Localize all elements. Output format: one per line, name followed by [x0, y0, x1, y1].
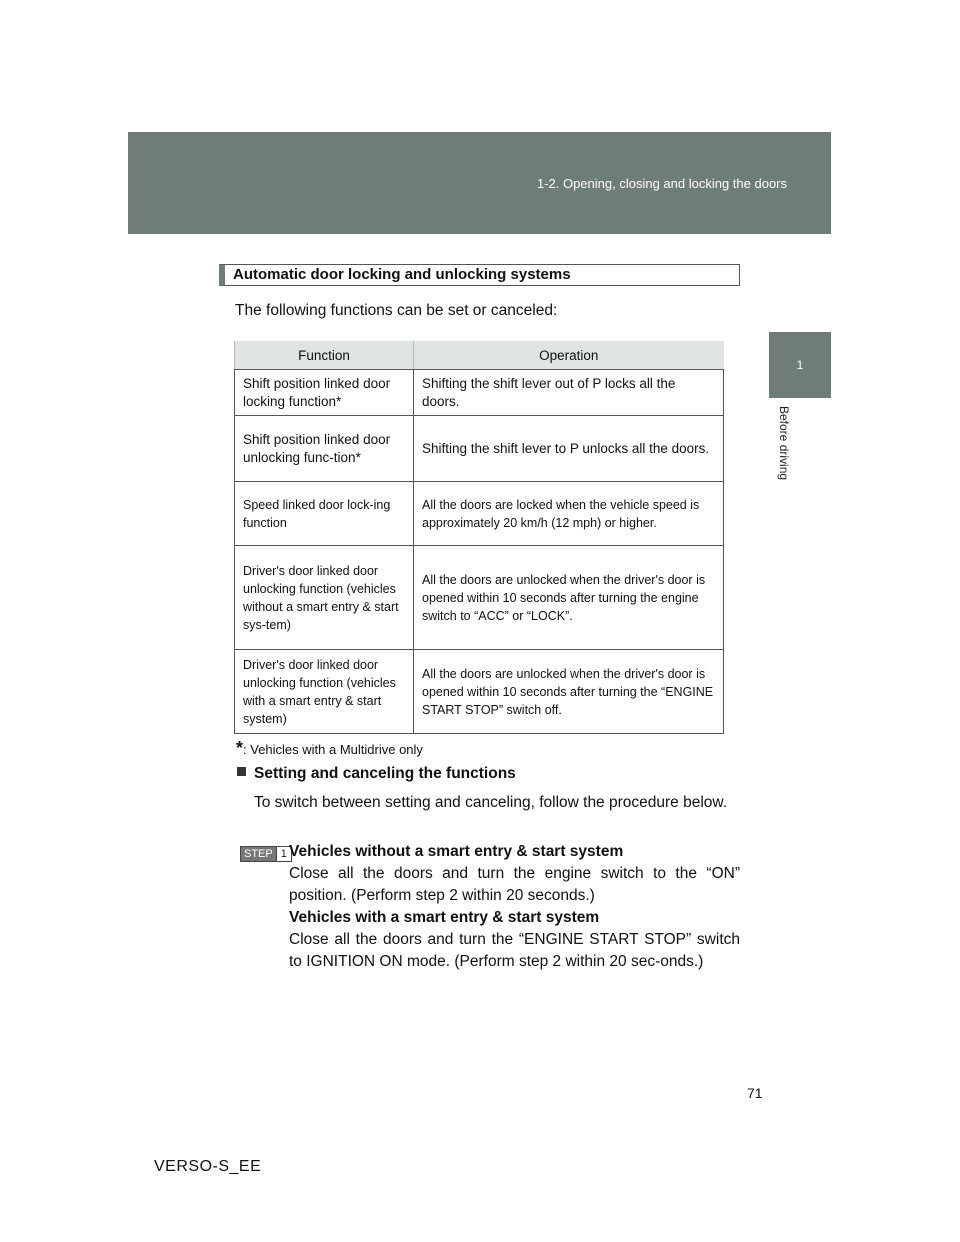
- footnote-text: : Vehicles with a Multidrive only: [243, 742, 423, 757]
- setting-text: To switch between setting and canceling, follow the procedure below.: [254, 794, 728, 811]
- step-1-text-b: Close all the doors and turn the “ENGINE START STOP” switch to IGNITION ON mode. (Perform step 2 within 20 sec-onds.): [289, 931, 740, 970]
- chapter-number: 1: [796, 358, 804, 372]
- step-1-heading-a: Vehicles without a smart entry & start system: [289, 843, 624, 860]
- step-1-body: [289, 841, 740, 973]
- step-1-heading-b: Vehicles with a smart entry & start system: [289, 909, 600, 926]
- intro-text: The following functions can be set or canceled:: [235, 302, 558, 319]
- step-1-text-a: Close all the doors and turn the engine switch to the “ON” position. (Perform step 2 within 20 seconds.): [289, 865, 740, 904]
- table-header-function: Function: [235, 341, 414, 370]
- chapter-label-container: [771, 406, 801, 506]
- setting-heading: [237, 765, 516, 783]
- table-cell-operation: All the doors are unlocked when the driver's door is opened within 10 seconds after turning the “ENGINE START STOP” switch off.: [414, 650, 724, 734]
- table-cell-operation: Shifting the shift lever out of P locks all the doors.: [414, 370, 724, 416]
- table-cell-function: Shift position linked door locking function*: [235, 370, 414, 416]
- functions-table: [234, 341, 724, 734]
- table-cell-function: Driver's door linked door unlocking function (vehicles without a smart entry & start sys-tem): [235, 546, 414, 650]
- table-header-operation: Operation: [414, 341, 724, 370]
- table-cell-function: Speed linked door lock-ing function: [235, 482, 414, 546]
- section-title: Automatic door locking and unlocking systems: [219, 264, 740, 286]
- step-badge: [240, 846, 292, 862]
- table-cell-function: Driver's door linked door unlocking function (vehicles with a smart entry & start system): [235, 650, 414, 734]
- table-row: [235, 650, 724, 734]
- header-band: [128, 132, 831, 234]
- table-cell-function: Shift position linked door unlocking func-tion*: [235, 416, 414, 482]
- page-number: 71: [747, 1085, 763, 1101]
- footnote-mark: *: [236, 738, 244, 758]
- step-badge-label: STEP: [241, 847, 276, 861]
- footnote: [236, 738, 423, 759]
- header-section-title: 1-2. Opening, closing and locking the doors: [536, 176, 787, 191]
- table-row: [235, 482, 724, 546]
- model-code: VERSO-S_EE: [154, 1158, 262, 1175]
- table-row: [235, 416, 724, 482]
- table-row: [235, 370, 724, 416]
- square-bullet-icon: [237, 767, 246, 776]
- step-badge-number: 1: [276, 847, 291, 861]
- table-cell-operation: All the doors are unlocked when the driver's door is opened within 10 seconds after turning the engine switch to “ACC” or “LOCK”.: [414, 546, 724, 650]
- chapter-tab: [769, 332, 831, 398]
- table-header-row: [235, 341, 724, 370]
- table-cell-operation: All the doors are locked when the vehicle speed is approximately 20 km/h (12 mph) or higher.: [414, 482, 724, 546]
- table-row: [235, 546, 724, 650]
- table-cell-operation: Shifting the shift lever to P unlocks all the doors.: [414, 416, 724, 482]
- setting-title: Setting and canceling the functions: [254, 765, 516, 782]
- chapter-label: Before driving: [777, 406, 791, 481]
